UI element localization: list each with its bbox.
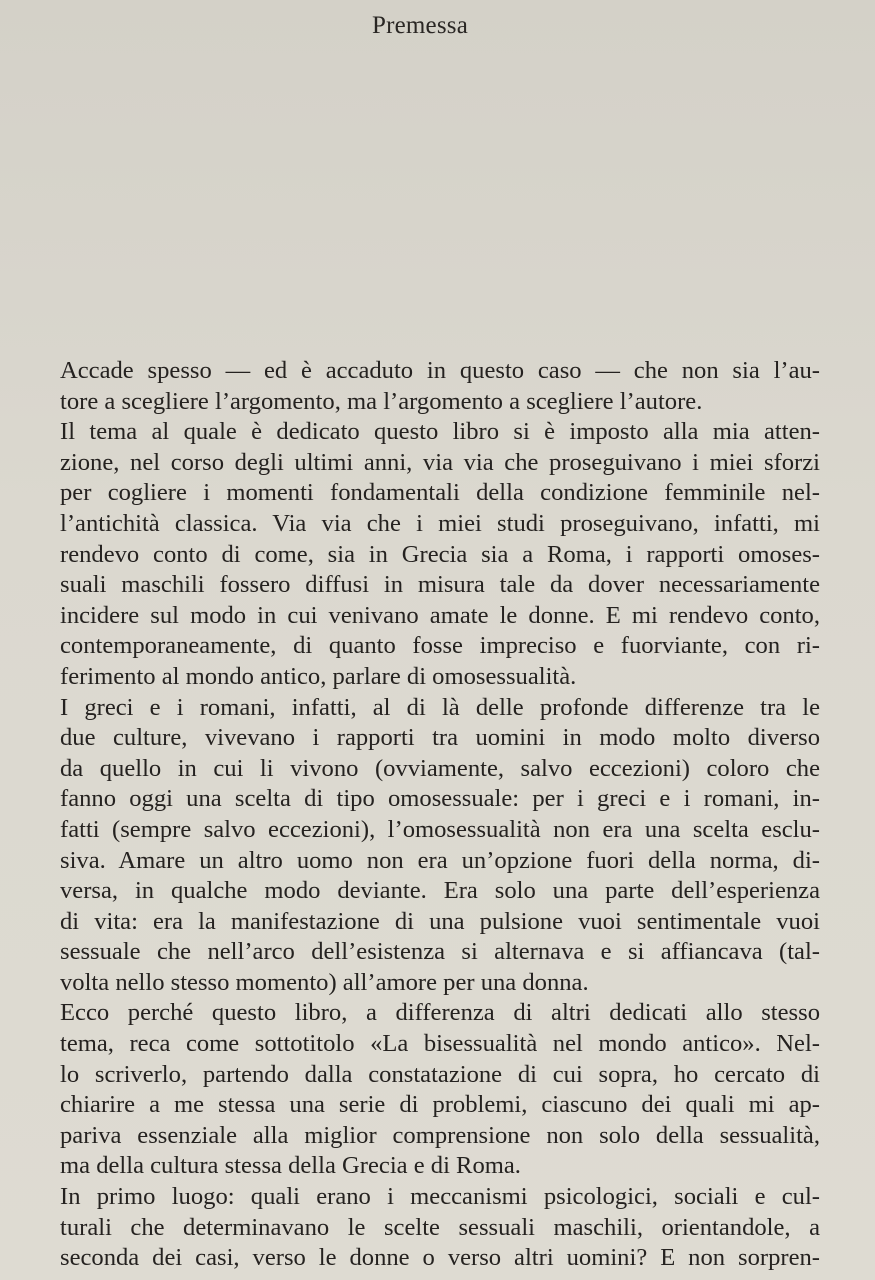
text-line: lo scriverlo, partendo dalla constatazione di cui sopra, ho cercato di [60,1060,820,1088]
text-line: incidere sul modo in cui venivano amate le donne. E mi rendevo conto, [60,601,820,629]
text-line: volta nello stesso momento) all’amore per una donna. [60,968,589,996]
paragraph [60,356,820,417]
text-line: fanno oggi una scelta di tipo omosessuale: per i greci e i romani, in- [60,785,820,813]
text-line: chiarire a me stessa una serie di problemi, ciascuno dei quali mi ap- [60,1091,820,1119]
text-line: pariva essenziale alla miglior comprensione non solo della sessualità, [60,1121,820,1149]
text-line: Il tema al quale è dedicato questo libro si è imposto alla mia atten- [60,418,820,446]
text-line: I greci e i romani, infatti, al di là delle profonde differenze tra le [60,693,820,721]
paragraph [60,417,820,692]
text-line: per cogliere i momenti fondamentali della condizione femminile nel- [60,479,820,507]
text-line: l’antichità classica. Via via che i miei studi proseguivano, infatti, mi [60,509,820,537]
body-text [60,356,820,1274]
text-line: Accade spesso — ed è accaduto in questo caso — che non sia l’au- [60,357,820,384]
text-line: da quello in cui li vivono (ovviamente, salvo eccezioni) coloro che [60,754,820,782]
text-line: contemporaneamente, di quanto fosse impreciso e fuorviante, con ri- [60,632,820,660]
paragraph [60,998,820,1182]
text-line: ma della cultura stessa della Grecia e di Roma. [60,1152,521,1180]
text-line: due culture, vivevano i rapporti tra uomini in modo molto diverso [60,724,820,752]
page-title: Premessa [371,12,469,39]
text-line: suali maschili fossero diffusi in misura tale da dover necessariamente [60,571,820,599]
text-line: tema, reca come sottotitolo «La bisessualità nel mondo antico». Nel- [60,1030,820,1058]
text-line: In primo luogo: quali erano i meccanismi psicologici, sociali e cul- [60,1183,820,1211]
text-line: Ecco perché questo libro, a differenza di altri dedicati allo stesso [60,999,820,1027]
text-line: tore a scegliere l’argomento, ma l’argomento a scegliere l’autore. [60,387,703,415]
paragraph [60,693,820,999]
text-line: sessuale che nell’arco dell’esistenza si alternava e si affiancava (tal- [60,938,820,966]
text-line: fatti (sempre salvo eccezioni), l’omosessualità non era una scelta esclu- [60,815,820,843]
text-line: ferimento al mondo antico, parlare di omosessualità. [60,662,577,690]
text-line: turali che determinavano le scelte sessuali maschili, orientandole, a [60,1213,820,1241]
paragraph [60,1182,820,1274]
text-line: zione, nel corso degli ultimi anni, via via che proseguivano i miei sforzi [60,448,820,476]
text-line: siva. Amare un altro uomo non era un’opzione fuori della norma, di- [60,846,820,874]
text-line: seconda dei casi, verso le donne o verso altri uomini? E non sorpren- [60,1244,820,1272]
text-line: rendevo conto di come, sia in Grecia sia a Roma, i rapporti omoses- [60,540,820,568]
text-line: di vita: era la manifestazione di una pulsione vuoi sentimentale vuoi [60,907,820,935]
text-line: versa, in qualche modo deviante. Era solo una parte dell’esperienza [60,877,820,905]
